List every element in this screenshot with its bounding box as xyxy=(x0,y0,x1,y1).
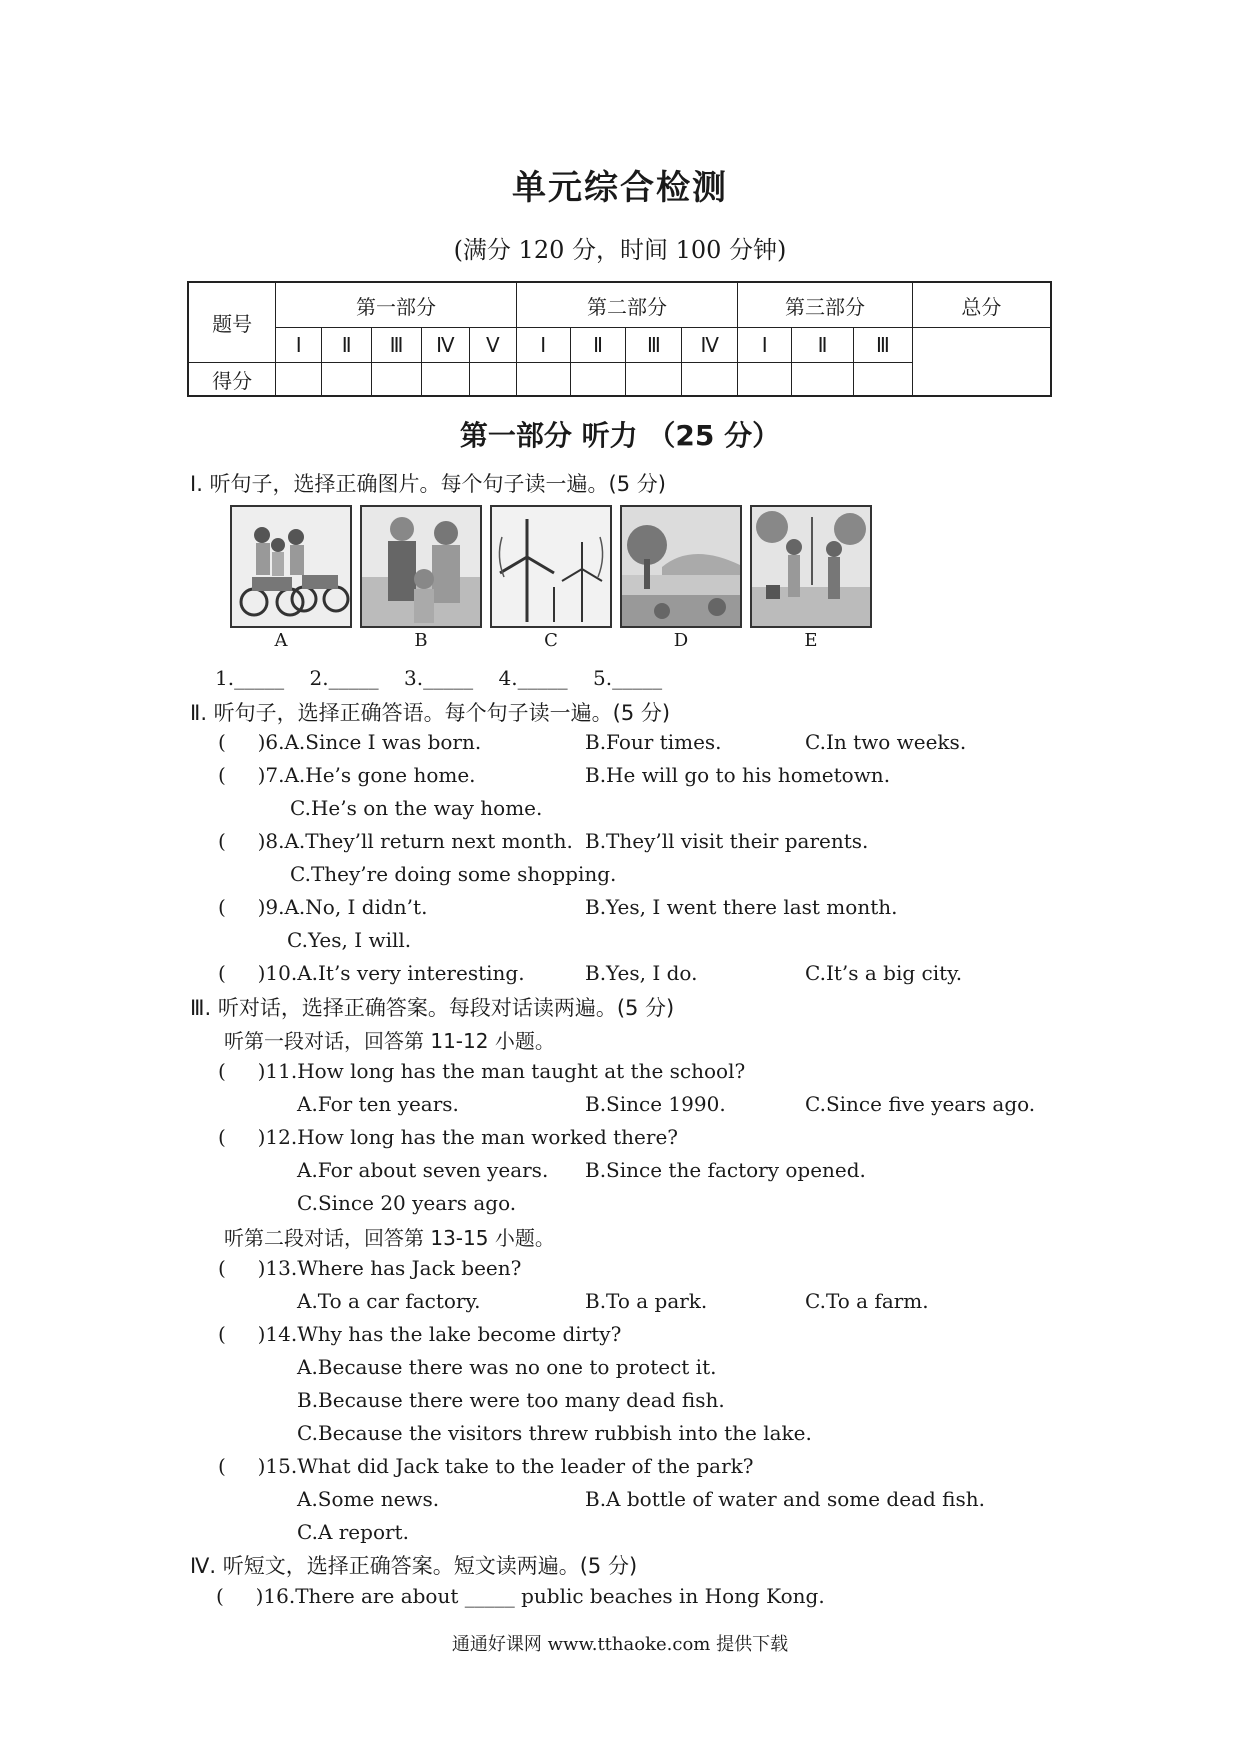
question-8: ( )8.A.They’ll return next month. xyxy=(218,829,573,853)
picture-label-e: E xyxy=(804,630,818,651)
picture-label-c: C xyxy=(544,630,558,651)
q15-option-a[interactable]: A.Some news. xyxy=(297,1487,440,1511)
q6-option-c[interactable]: C.In two weeks. xyxy=(805,730,967,754)
question-10: ( )10.A.It’s very interesting. xyxy=(218,961,525,985)
q13-option-b[interactable]: B.To a park. xyxy=(585,1289,708,1313)
section1-heading: Ⅰ. 听句子，选择正确图片。每个句子读一遍。(5 分) xyxy=(190,472,666,496)
q15-option-c[interactable]: C.A report. xyxy=(297,1520,409,1544)
q8-option-b[interactable]: B.They’ll visit their parents. xyxy=(585,829,869,853)
q9-option-b[interactable]: B.Yes, I went there last month. xyxy=(585,895,898,919)
q9-option-c[interactable]: C.Yes, I will. xyxy=(287,928,412,952)
score-col: Ⅰ xyxy=(516,328,570,363)
q14-option-a[interactable]: A.Because there was no one to protect it. xyxy=(297,1355,717,1379)
page-footer: 通通好课网 www.tthaoke.com 提供下载 xyxy=(451,1634,789,1655)
picture-d-lake-landscape xyxy=(620,505,742,628)
q14-option-c[interactable]: C.Because the visitors threw rubbish into the lake. xyxy=(297,1421,812,1445)
question-9: ( )9.A.No, I didn’t. xyxy=(218,895,428,919)
q11-option-a[interactable]: A.For ten years. xyxy=(297,1092,459,1116)
page-subtitle: (满分 120 分，时间 100 分钟) xyxy=(453,236,787,264)
q6-option-b[interactable]: B.Four times. xyxy=(585,730,722,754)
question-12: ( )12.How long has the man worked there? xyxy=(218,1125,679,1149)
score-cell[interactable] xyxy=(570,363,626,397)
score-col: Ⅱ xyxy=(570,328,626,363)
question-14: ( )14.Why has the lake become dirty? xyxy=(218,1322,622,1346)
q13-option-c[interactable]: C.To a farm. xyxy=(805,1289,929,1313)
score-cell[interactable] xyxy=(738,363,792,397)
section4-heading: Ⅳ. 听短文，选择正确答案。短文读两遍。(5 分) xyxy=(190,1554,638,1578)
picture-label-a: A xyxy=(274,630,288,651)
q10-option-c[interactable]: C.It’s a big city. xyxy=(805,961,963,985)
score-cell[interactable] xyxy=(792,363,854,397)
picture-label-d: D xyxy=(673,630,689,651)
section3-heading: Ⅲ. 听对话，选择正确答案。每段对话读两遍。(5 分) xyxy=(190,996,675,1020)
q12-option-c[interactable]: C.Since 20 years ago. xyxy=(297,1191,517,1215)
q12-option-b[interactable]: B.Since the factory opened. xyxy=(585,1158,866,1182)
q14-option-b[interactable]: B.Because there were too many dead fish. xyxy=(297,1388,725,1412)
score-table-part1: 第一部分 xyxy=(276,282,516,328)
question-6: ( )6.A.Since I was born. xyxy=(218,730,482,754)
dialog1-instruction: 听第一段对话，回答第 11-12 小题。 xyxy=(224,1029,555,1053)
q7-option-b[interactable]: B.He will go to his hometown. xyxy=(585,763,891,787)
picture-e-planting-trees xyxy=(750,505,872,628)
q15-option-b[interactable]: B.A bottle of water and some dead fish. xyxy=(585,1487,985,1511)
section2-heading: Ⅱ. 听句子，选择正确答语。每个句子读一遍。(5 分) xyxy=(190,701,671,725)
score-table-defen: 得分 xyxy=(188,363,276,397)
picture-a-motorcycle-family xyxy=(230,505,352,628)
score-col: Ⅱ xyxy=(792,328,854,363)
score-cell[interactable] xyxy=(421,363,469,397)
question-11: ( )11.How long has the man taught at the school? xyxy=(218,1059,746,1083)
score-total-cell[interactable] xyxy=(912,328,1051,397)
score-table-part2: 第二部分 xyxy=(516,282,737,328)
q11-option-c[interactable]: C.Since five years ago. xyxy=(805,1092,1036,1116)
score-cell[interactable] xyxy=(516,363,570,397)
q10-option-b[interactable]: B.Yes, I do. xyxy=(585,961,698,985)
q11-option-b[interactable]: B.Since 1990. xyxy=(585,1092,726,1116)
score-col: Ⅱ xyxy=(322,328,372,363)
score-cell[interactable] xyxy=(372,363,422,397)
question-16: ( )16.There are about _____ public beaches in Hong Kong. xyxy=(216,1584,825,1608)
dialog2-instruction: 听第二段对话，回答第 13-15 小题。 xyxy=(224,1226,555,1250)
picture-c-wind-turbines xyxy=(490,505,612,628)
score-table-tihao: 题号 xyxy=(188,282,276,363)
q13-option-a[interactable]: A.To a car factory. xyxy=(297,1289,481,1313)
question-7: ( )7.A.He’s gone home. xyxy=(218,763,476,787)
score-cell[interactable] xyxy=(682,363,738,397)
q12-option-a[interactable]: A.For about seven years. xyxy=(297,1158,549,1182)
score-col: Ⅰ xyxy=(276,328,322,363)
score-col: Ⅳ xyxy=(421,328,469,363)
score-col: Ⅳ xyxy=(682,328,738,363)
q7-option-c[interactable]: C.He’s on the way home. xyxy=(290,796,543,820)
answer-blanks[interactable]: 1._____ 2._____ 3._____ 4._____ 5._____ xyxy=(215,666,663,690)
page-title: 单元综合检测 xyxy=(512,168,728,208)
score-cell[interactable] xyxy=(469,363,516,397)
q8-option-c[interactable]: C.They’re doing some shopping. xyxy=(290,862,617,886)
score-table-part3: 第三部分 xyxy=(738,282,913,328)
score-col: Ⅲ xyxy=(626,328,682,363)
score-cell[interactable] xyxy=(853,363,912,397)
score-cell[interactable] xyxy=(276,363,322,397)
score-table xyxy=(187,281,1052,397)
part-heading: 第一部分 听力 （25 分） xyxy=(459,419,781,452)
score-col: Ⅴ xyxy=(469,328,516,363)
score-cell[interactable] xyxy=(322,363,372,397)
score-col: Ⅲ xyxy=(853,328,912,363)
score-col: Ⅲ xyxy=(372,328,422,363)
picture-label-b: B xyxy=(414,630,428,651)
score-col: Ⅰ xyxy=(738,328,792,363)
picture-b-family-portrait xyxy=(360,505,482,628)
score-cell[interactable] xyxy=(626,363,682,397)
question-13: ( )13.Where has Jack been? xyxy=(218,1256,522,1280)
score-table-total: 总分 xyxy=(912,282,1051,328)
question-15: ( )15.What did Jack take to the leader of the park? xyxy=(218,1454,754,1478)
